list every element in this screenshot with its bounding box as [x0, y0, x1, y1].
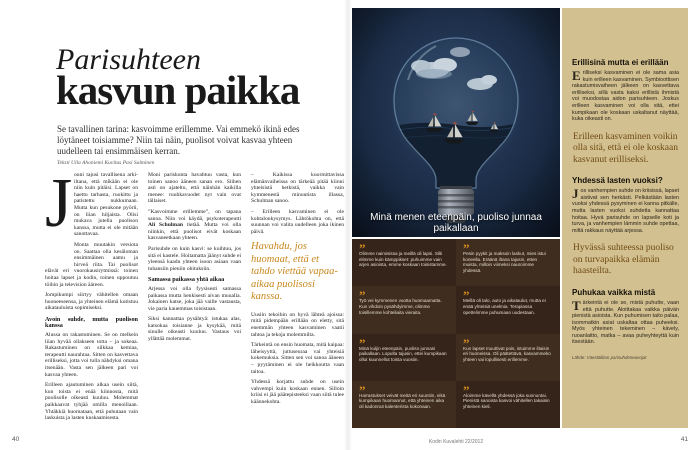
body-paragraph: Yhdessä korjattu suhde on usein vahvempi kuin koskaan ennen. Silloin kriisi ei jää päätepisteeksi vaan siitä tulee käännekohta.: [251, 379, 344, 405]
body-paragraph: ”Kasvoimme erillemme”, on tapana sanoa. Niin voi käydä, psykoterapeutti Ali Schulman tietää. Mutta voi olla niinkin, että puolisot eivät koskaan kasvaneetkaan yhteen.: [148, 208, 241, 242]
title-line1: Parisuhteen: [56, 43, 201, 76]
body-paragraph: Alussa on rakastuminen. Se on melkein liian hyvää ollakseen totta – ja sokeaa. Rakastuminen on silkkaa kemiaa, terapeutti naurahtaa. Sitten on kasvettava erilliseksi, jotta voi tulla nähdyksi omana itsenään. Vasta sen jälkeen pari voi kasvaa yhteen.: [45, 332, 138, 378]
reader-quotes-section: [352, 239, 560, 428]
body-paragraph: Jouni tajusi tavallisena arki-iltana, että mikään ei ole niin kuin pitäisi. Lapset on haettu tarhasta, ruokittu ja patistettu nukkumaan. Mutta kun pesukone pyörii, on liian hiljaista. Olisi mukava jutella puolison kanssa, mutta ei ole mitään sanottavaa.: [45, 172, 138, 238]
drop-cap: T: [572, 297, 581, 313]
standfirst: Se tavallinen tarina: kasvoimme erillemme. Vai emmekö ikinä edes löytäneet toisiamme? Niin tai näin, puolisot voivat kasvaa yhteen uudelleen tai ensimmäisen kerran.: [57, 124, 300, 156]
drop-cap: J: [572, 186, 579, 202]
image-caption: Minä menen eteenpäin, puoliso junnaa paikallaan: [370, 212, 542, 234]
sidebar-column: [562, 8, 688, 428]
sidebar-body-1: Erilliseksi kasvaminen ei ole sama asia kuin erilleen kasvaminen. Symbioottisen rakastumisvaiheen jälkeen on kasvettava erilliseksi, sillä vasta kaksi erillistä ihmistä voi muodostaa aidon parisuhteen. Joskus erilleen kasvaminen voi olla sitä, ettei kumpikaan ole koskaan uskaltanut näyttää, kuka oikeasti on.: [572, 68, 679, 123]
reader-quote: ” Pesin pyykit ja maksoin laskut, mies istui koneella. Eräänä iltana tajusin, etten muista, milloin viimeksi nauroimme yhdessä.: [456, 239, 560, 286]
body-paragraph: Arjessa voi olla fyysisesti samassa paikassa mutta henkisesti aivan muualla. Jokainen katse, joka jää vaille vastausta, vie paria kauemmas toisistaan.: [148, 285, 241, 312]
pull-quote: Havahdu, jos huomaat, että et tahdo viettää vapaa-aikaa puolisosi kanssa.: [251, 241, 338, 303]
bulb-ships-svg: [352, 8, 560, 237]
drop-cap: J: [45, 172, 73, 242]
body-paragraph: Tärkeintä on ensin huomata, mitä kaipaa: läheisyyttä, juttuseuraa vai yhteisiä kokemuksia. Sitten sen voi sanoa ääneen – pyytäminen ei ole heikkoutta vaan taitoa.: [251, 342, 344, 375]
body-paragraph: Moni pariskunta havahtuu vasta, kun toinen sanoo ääneen sanan ero. Siihen asti on ajateltu, että näinhän kaikilla menee: ruuhkavuodet nyt vain ovat tällaiset.: [148, 172, 241, 205]
body-paragraph: – Kaikissa kuormittavissa elämänvaiheissa on tärkeää pitää kiinni yhteisistä hetkistä, vaikka vain kymmenestä minuutista illassa, Schulman sanoo.: [251, 172, 344, 205]
sidebar-body-2: Jos vanhempien suhde on kriisissä, lapset aistivat sen herkästi. Pelkästään lasten vuoksi yhdessä pysyminen ei kanna pitkälle, mutta lasten vuoksi suhdetta kannattaa hoitaa. Hyvä parisuhde on lapselle koti ja turva, ja vanhempien lämmin suhde opettaa, miltä rakkaus näyttää arjessa.: [572, 186, 679, 234]
expert-name: Ali Schulman: [148, 222, 183, 229]
reader-quote: ” Olimme naimisissa ja meillä oli lapsi. Silti elimme kuin kämppikset: puhuimme vain arjen asioista, emme koskaan toisistamme.: [352, 239, 456, 286]
sidebar-heading-1: Erillisinä mutta ei erillään: [572, 58, 669, 67]
reader-quote: ” Aloimme kävellä yhdessä joka sunnuntai. Pienistä sanoista kasvoi vähitellen takaisin yhteinen kieli.: [456, 381, 560, 428]
reader-quote: ” Kun lapset muuttivat pois, istuimme iltaisin eri huoneissa. Oli päätettävä, kasvammeko yhteen vai lopullisesti erillemme.: [456, 334, 560, 381]
quote-mark-icon: [463, 291, 553, 298]
quote-mark-icon: [359, 291, 449, 298]
title-line2: kasvun paikka: [56, 67, 300, 113]
byline: Teksti Ulla Ahoniemi Kuvitus Pasi Salminen: [57, 160, 155, 166]
page-number-left: 40: [12, 436, 20, 443]
body-paragraph: Monta muutakin versiota on. Saattaa olla kesäloman ensimmäinen aamu ja hirveä riita. Tai puolisot elävät eri vuorokausirytmissä: toinen hoitaa lapset ja kodin, toinen uppoutuu töihin ja television ääreen.: [45, 241, 138, 288]
page-fold: [344, 0, 352, 450]
body-column-1: [45, 172, 138, 426]
subheading: Avoin suhde, mutta puolison kanssa: [45, 315, 138, 330]
body-paragraph: Erilleen ajautuminen alkaa usein siitä, kun toista ei enää kiinnosta, mitä puolisolle oikeasti kuuluu. Molemmat paikkaavat tyhjää omilla menoillaan. Yhtäkkiä huomataan, että puhutaan vain laskuista ja lasten kuskaamisesta.: [45, 382, 138, 422]
body-paragraph: Siksi kannattaa pysähtyä: istukaa alas, katsokaa toisianne ja kysykää, mitä sinulle oikeasti kuuluu. Vastaus voi yllättää molemmat.: [148, 316, 241, 343]
sidebar-heading-3: Puhukaa vaikka mistä: [572, 287, 656, 297]
reader-quote: ” Meillä oli talo, auto ja aikataulut, mutta ei enää yhteisiä unelmia. Terapiassa opettelimme puhumaan uudestaan.: [456, 286, 560, 333]
quote-mark-icon: [463, 386, 553, 393]
page-number-right: 41: [680, 436, 688, 443]
reader-quote: ” Minä kuljin eteenpäin, puoliso junnasi paikallaan. Lopulta tajusin, ettei kumpikaan ollut kuunnellut toista vuosiin.: [352, 334, 456, 381]
sidebar-heading-2: Yhdessä lasten vuoksi?: [572, 176, 663, 186]
lightbulb-illustration: [352, 8, 560, 237]
body-columns: [45, 172, 345, 426]
quote-mark-icon: [463, 339, 553, 346]
body-column-2: [148, 172, 241, 426]
subheading: Samassa paikassa yhtä aikaa: [148, 276, 225, 284]
body-column-3: [251, 172, 344, 426]
body-paragraph: Parisuhde on kuin kasvi: se kuihtuu, jos sitä ei kastele. Hoitamatta jäänyt suhde ei yleensä kaadu yhteen isoon asiaan vaan tuhansiin pieniin ohituksiin.: [148, 245, 241, 272]
sidebar-pull-quote-2: Hyvässä suhteessa puoliso on turvapaikka elämän haasteilta.: [573, 243, 674, 277]
body-paragraph: Jompikumpi siirtyy vähitellen omaan huoneeseensa, ja yhteinen elämä kutistuu aikatauluista sopimiseksi.: [45, 292, 138, 312]
quote-mark-icon: [463, 244, 553, 251]
body-paragraph: Uusiin tekoihin on hyvä lähteä ajoissa: mitä pidempään erillään on eletty, sitä enemmän yhteen kasvaminen vaatii tahtoa ja tekoja molemmilta.: [251, 311, 344, 338]
reader-quote: ” Työ vei kymmenen vuotta huomaamatta. Kun vihdoin pysähdyimme, olimme toisillemme kohteliaita vieraita.: [352, 286, 456, 333]
quote-mark-icon: [359, 244, 449, 251]
body-paragraph: – Erilleen kasvaminen ei ole kohtalonkysymys. Lähtökohta on, että suunnan voi valita uudelleen joka ikinen päivä.: [251, 208, 344, 235]
quote-mark-icon: [359, 386, 449, 393]
drop-cap: E: [572, 68, 581, 83]
reader-quote: ” Harrastukset veivät meitä eri suuntiin, eikä kumpikaan huomannut, että yhteinen aika oli kadonnut kalenterista kokonaan.: [352, 381, 456, 428]
article-title: [56, 43, 300, 113]
sidebar-pull-quote-1: Erilleen kasvaminen voikin olla sitä, että ei ole koskaan kasvanut erilliseksi.: [573, 131, 678, 165]
magazine-credit: Kodin Kuvalehti 22/2012: [428, 439, 484, 445]
quote-mark-icon: [359, 339, 449, 346]
sidebar-body-3: Tärkeintä ei ole se, mistä puhutte, vaan että puhutte. Aloittakaa vaikka päivän pienistä asioista. Kun puhumisen taito palaa, isommatkin asiat uskaltaa ottaa puheeksi. Myös yhteinen tekeminen – kävely, ruoanlaitto, matka – avaa puheyhteyttä kuin itsestään.: [572, 297, 679, 346]
source-note: Lähde: Väestöliiton parisuhdeneuvojat: [572, 355, 647, 361]
